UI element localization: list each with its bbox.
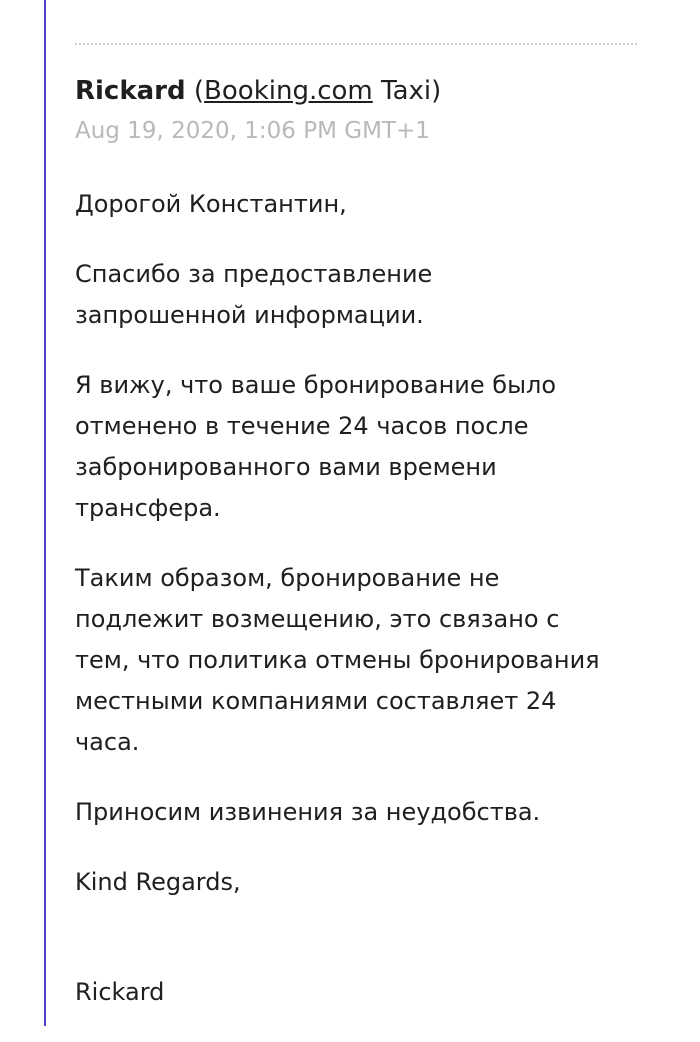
paragraph-thanks: Спасибо за предоставление запрошенной информации. bbox=[75, 260, 433, 329]
sender-header bbox=[75, 74, 441, 108]
signature: Rickard bbox=[75, 978, 165, 1006]
paragraph-cancellation: Я вижу, что ваше бронирование было отменено в течение 24 часов после забронированного вами времени трансфера. bbox=[75, 371, 557, 522]
message-divider bbox=[75, 43, 637, 45]
message-timestamp: Aug 19, 2020, 1:06 PM GMT+1 bbox=[75, 118, 430, 144]
paragraph-refund-policy: Таким образом, бронирование не подлежит возмещению, это связано с тем, что политика отмены бронирования местными компаниями составляет 24 часа. bbox=[75, 564, 600, 756]
closing: Kind Regards, bbox=[75, 868, 241, 896]
greeting: Дорогой Константин, bbox=[75, 190, 347, 218]
quote-bar bbox=[44, 0, 46, 1026]
paragraph-apology: Приносим извинения за неудобства. bbox=[75, 798, 541, 826]
sender-name: Rickard bbox=[75, 76, 186, 106]
sender-suffix: Taxi) bbox=[381, 76, 442, 106]
message-body bbox=[75, 184, 655, 1042]
sender-prefix: ( bbox=[193, 76, 205, 106]
sender-company-link[interactable]: Booking.com bbox=[204, 76, 373, 106]
